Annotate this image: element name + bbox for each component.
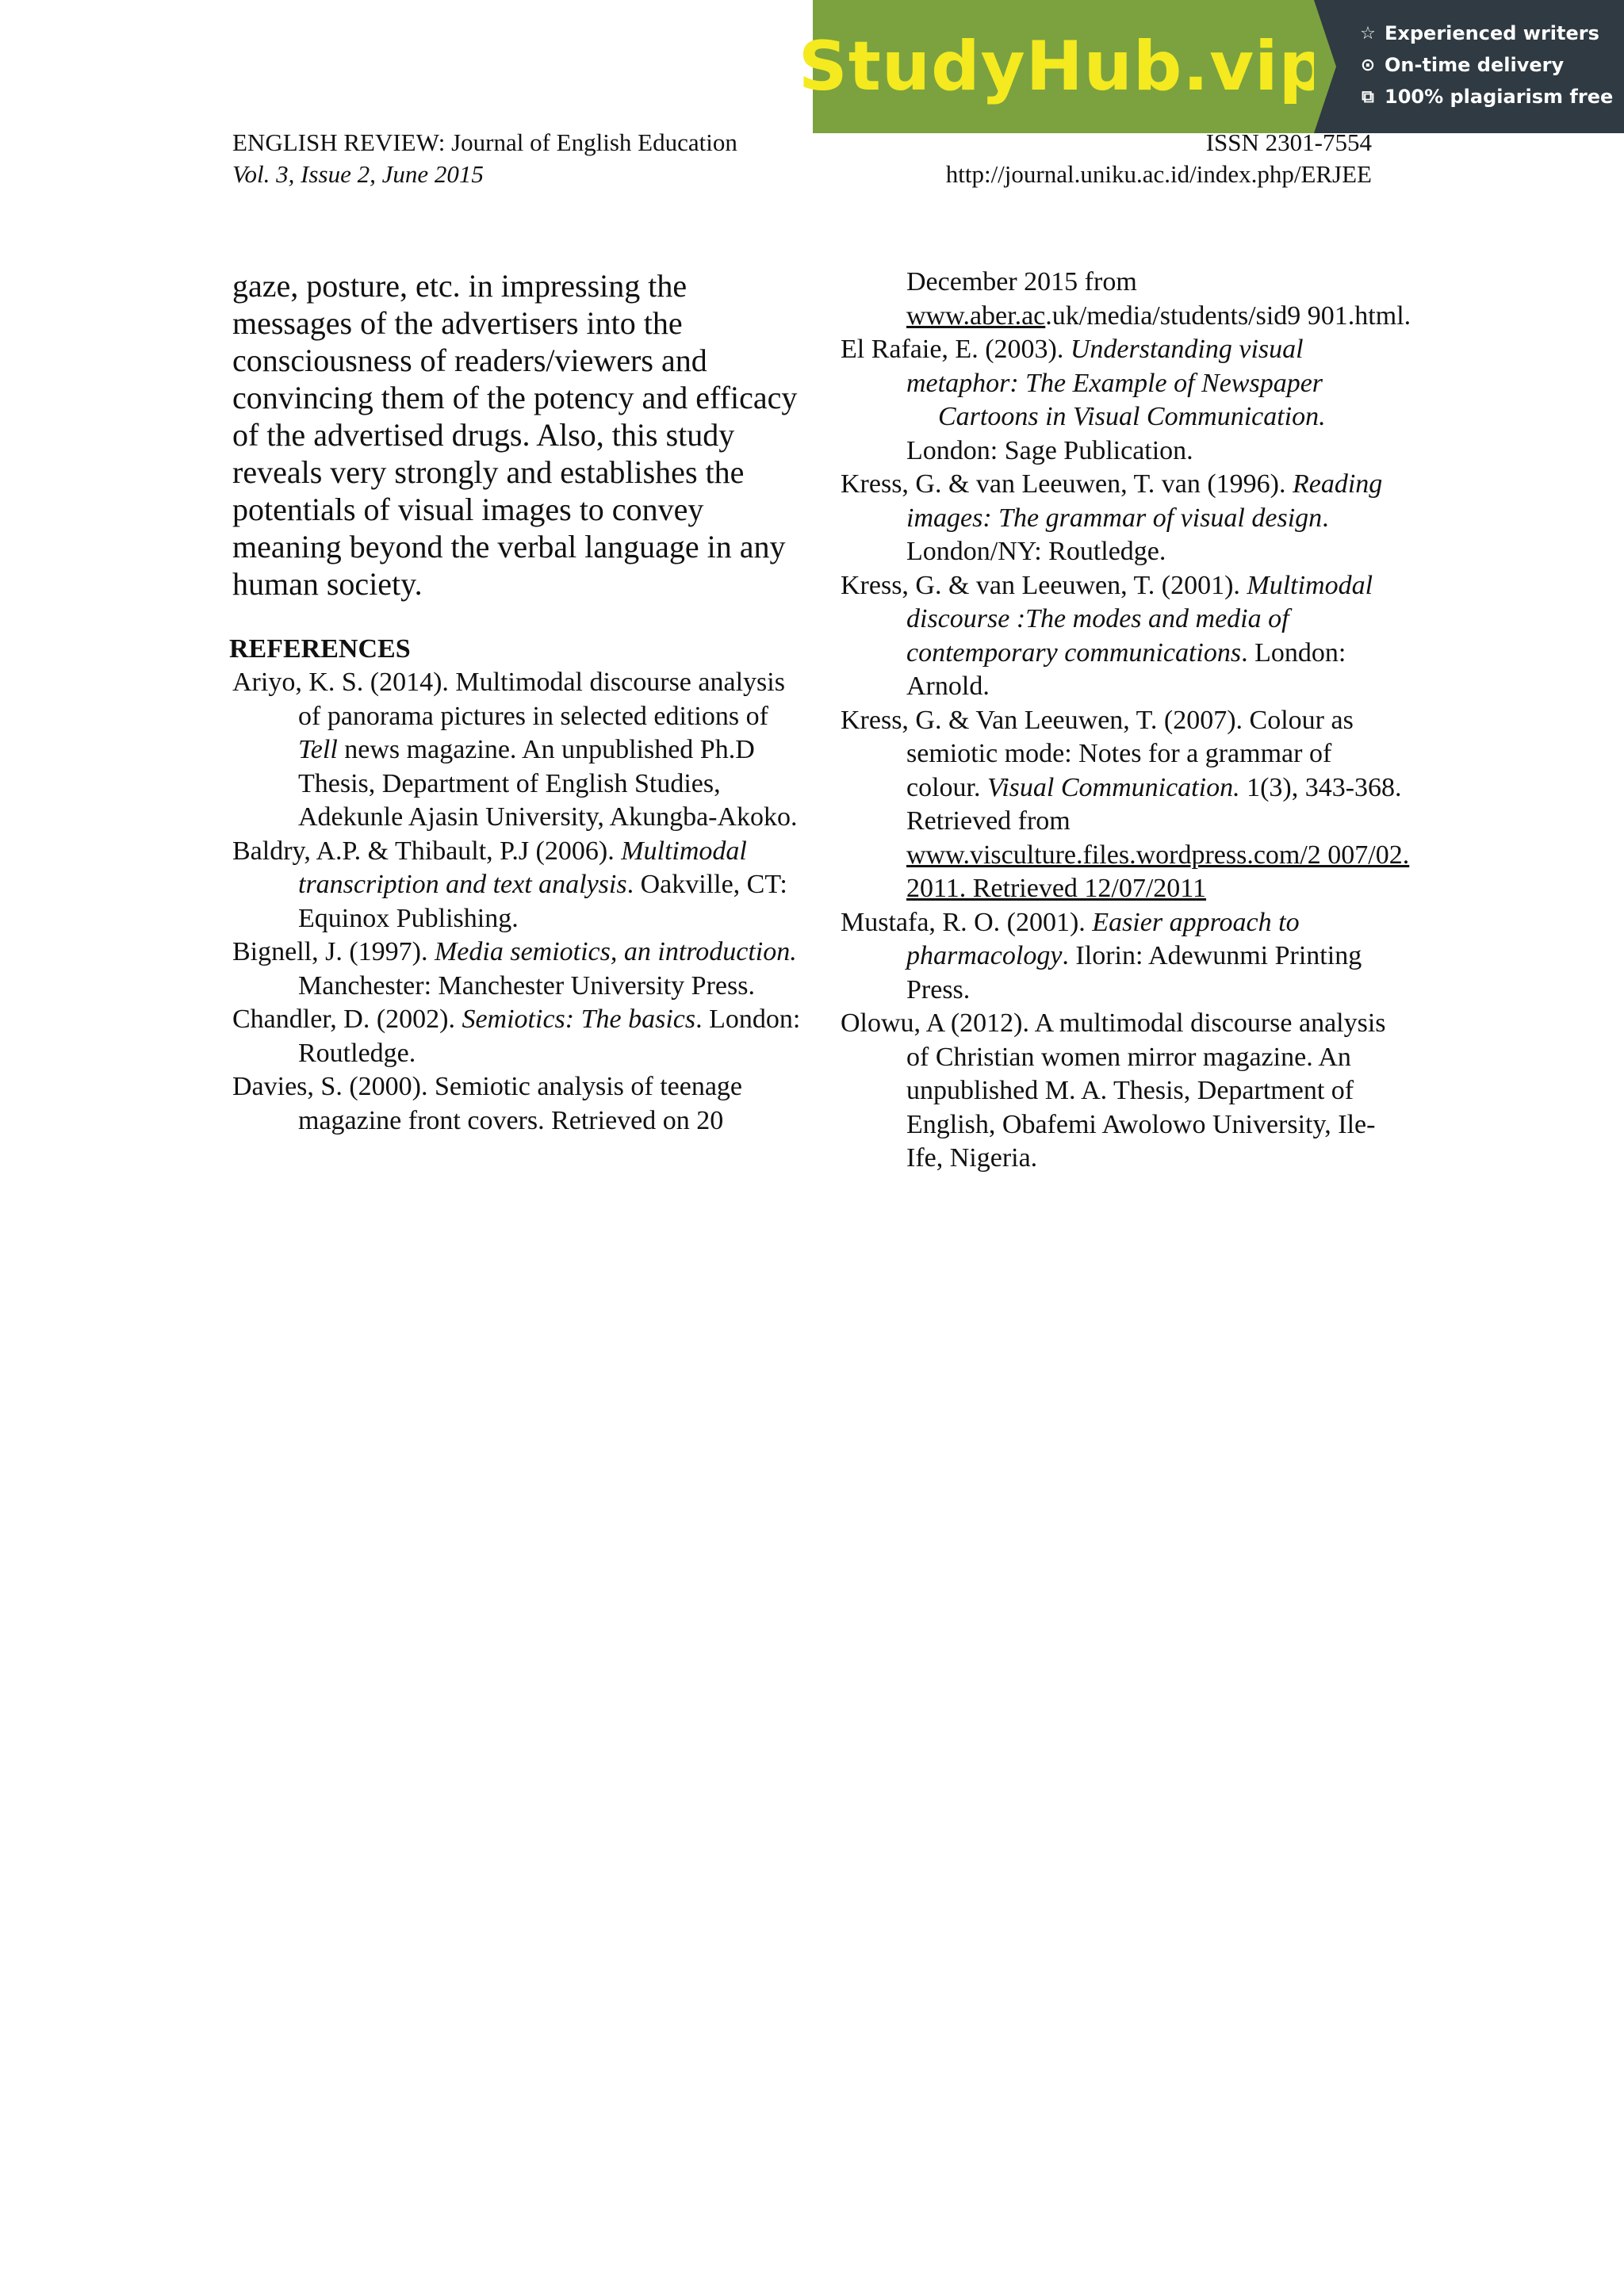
- feature-label: Experienced writers: [1385, 22, 1599, 44]
- feature-label: On-time delivery: [1385, 54, 1565, 76]
- reference-entry: Ariyo, K. S. (2014). Multimodal discourse analysis of panorama pictures in selected editions of Tell news magazine. An unpublished Ph.D Thesis, Department of English Studies, Adekunle Ajasin University, Akungba-Akoko.: [232, 668, 798, 832]
- studyhub-logo[interactable]: [798, 0, 1329, 133]
- references-heading: REFERENCES: [229, 634, 411, 664]
- reference-entry: Baldry, A.P. & Thibault, P.J (2006). Multimodal transcription and text analysis. Oakville, CT: Equinox Publishing.: [232, 836, 787, 933]
- reference-entry: Olowu, A (2012). A multimodal discourse analysis of Christian women mirror magazine. An unpublished M. A. Thesis, Department of English, Obafemi Awolowo University, Ile-Ife, Nigeria.: [841, 1008, 1386, 1173]
- reference-entry: Chandler, D. (2002). Semiotics: The basics. London: Routledge.: [232, 1004, 801, 1068]
- reference-entry: Kress, G. & Van Leeuwen, T. (2007). Colour as semiotic mode: Notes for a grammar of colour. Visual Communication. 1(3), 343-368. Retrieved from www.visculture.files.wordpress.com/2 007/02. 2011. Retrieved 12/07/2011: [841, 705, 1410, 903]
- left-column: [229, 267, 803, 1138]
- reference-link[interactable]: www.aber.ac: [906, 300, 1046, 331]
- clock-icon: ⊙: [1360, 55, 1376, 75]
- feature-plagiarism-free: [1358, 81, 1624, 113]
- feature-experienced-writers: [1358, 17, 1624, 49]
- feature-label: 100% plagiarism free: [1385, 86, 1614, 108]
- copy-icon: ⧉: [1362, 86, 1374, 107]
- conclusion-paragraph: gaze, posture, etc. in impressing the messages of the advertisers into the consciousness of readers/viewers and convincing them of the potency and efficacy of the advertised drugs. Also, this study reveals very strongly and establishes the potentials of visual images to convey meaning beyond the verbal language in any human society.: [232, 268, 798, 602]
- reference-entry: Kress, G. & van Leeuwen, T. van (1996). Reading images: The grammar of visual design. London/NY: Routledge.: [841, 469, 1383, 566]
- running-header: [232, 127, 1372, 190]
- reference-entry: Bignell, J. (1997). Media semiotics, an introduction. Manchester: Manchester University Press.: [232, 937, 797, 1001]
- issn: ISSN 2301-7554: [1205, 128, 1372, 156]
- studyhub-banner[interactable]: [798, 0, 1624, 133]
- reference-continuation: December 2015 from www.aber.ac.uk/media/students/sid9 901.html.: [906, 267, 1411, 331]
- reference-entry: Kress, G. & van Leeuwen, T. (2001). Multimodal discourse :The modes and media of contemporary communications. London: Arnold.: [841, 570, 1373, 701]
- volume-issue: Vol. 3, Issue 2, June 2015: [232, 160, 484, 188]
- reference-entry: Mustafa, R. O. (2001). Easier approach to pharmacology. Ilorin: Adewunmi Printing Press.: [841, 907, 1362, 1004]
- star-icon: ☆: [1360, 23, 1376, 44]
- banner-features: [1314, 0, 1624, 133]
- journal-url: http://journal.uniku.ac.id/index.php/ERJEE: [945, 160, 1372, 188]
- reference-entry: Davies, S. (2000). Semiotic analysis of teenage magazine front covers. Retrieved on 20: [232, 1072, 743, 1135]
- journal-title: ENGLISH REVIEW: Journal of English Education: [232, 128, 737, 156]
- feature-on-time-delivery: [1358, 49, 1624, 81]
- brand-name: StudyHub.vip: [798, 27, 1329, 106]
- reference-link[interactable]: www.visculture.files.wordpress.com/2 007/02. 2011. Retrieved 12/07/2011: [906, 840, 1410, 903]
- right-column: [841, 267, 1411, 1176]
- reference-entry: El Rafaie, E. (2003). Understanding visual metaphor: The Example of Newspaper Cartoons in Visual Communication. London: Sage Publication.: [841, 335, 1326, 465]
